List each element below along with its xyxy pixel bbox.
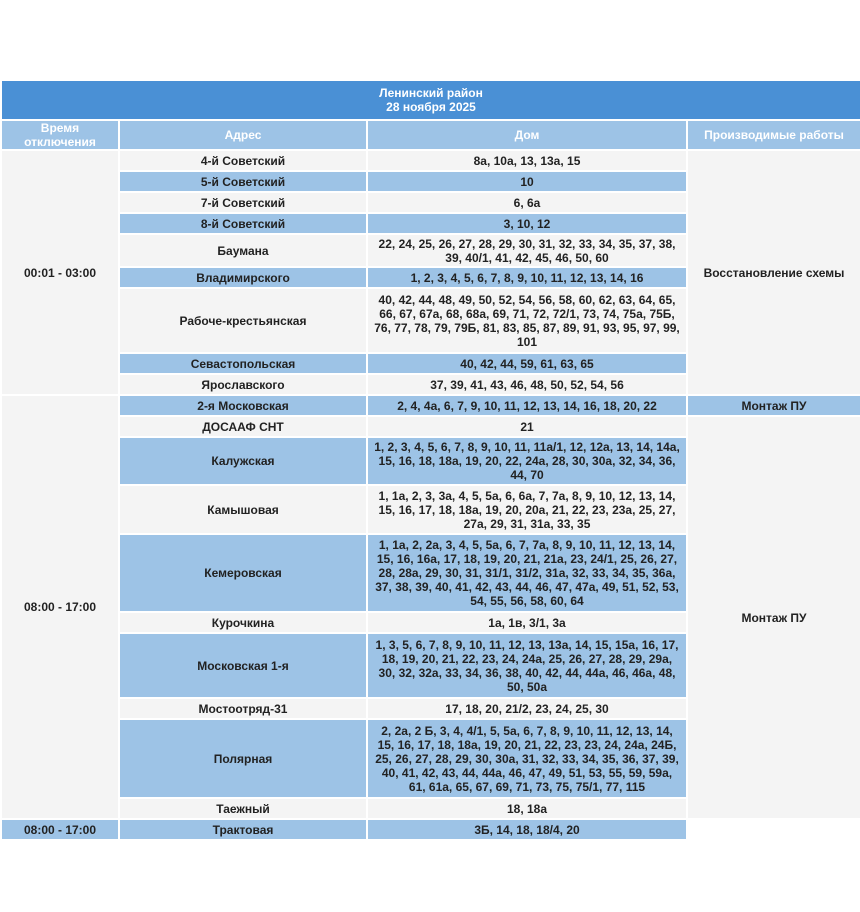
table-title-row [1,80,860,120]
address-cell: Таежный [119,798,367,819]
address-cell: Камышовая [119,485,367,534]
table-row [1,395,860,416]
header-house: Дом [367,120,687,150]
address-cell: Курочкина [119,612,367,633]
house-cell: 21 [367,416,687,437]
house-cell: 3Б, 14, 18, 18/4, 20 [367,819,687,840]
group-3-body [1,819,860,840]
house-cell: 1, 2, 3, 4, 5, 6, 7, 8, 9, 10, 11, 12, 13, 14, 16 [367,267,687,288]
address-cell: Московская 1-я [119,633,367,698]
house-cell: 1а, 1в, 3/1, 3а [367,612,687,633]
house-cell: 3, 10, 12 [367,213,687,234]
address-cell: Баумана [119,234,367,267]
house-cell: 6, 6а [367,192,687,213]
header-works: Производимые работы [687,120,860,150]
works-cell: Монтаж ПУ [687,416,860,819]
outage-schedule-table [0,79,860,841]
address-cell: Ярославского [119,374,367,395]
table-row [1,416,860,437]
house-cell: 40, 42, 44, 59, 61, 63, 65 [367,353,687,374]
outage-time-cell: 08:00 - 17:00 [1,819,119,840]
house-cell: 10 [367,171,687,192]
district-name: Ленинский район [379,86,483,100]
table-row [1,150,860,171]
address-cell: 2-я Московская [119,395,367,416]
address-cell: Владимирского [119,267,367,288]
outage-date: 28 ноября 2025 [386,100,476,114]
house-cell: 1, 3, 5, 6, 7, 8, 9, 10, 11, 12, 13, 13а, 14, 15, 15а, 16, 17, 18, 19, 20, 21, 22, 23, 24, 24а, 25, 26, 27, 28, 29, 29а, 30, 32, 32а, 33, 34, 36, 38, 40, 42, 44, 44а, 46, 46а, 48, 50, 50а [367,633,687,698]
house-cell: 40, 42, 44, 48, 49, 50, 52, 54, 56, 58, 60, 62, 63, 64, 65, 66, 67, 67а, 68, 68а, 69, 71, 72, 72/1, 73, 74, 75а, 75Б, 76, 77, 78, 79, 79Б, 81, 83, 85, 87, 89, 91, 93, 95, 97, 99, 101 [367,288,687,353]
house-cell: 8а, 10а, 13, 13а, 15 [367,150,687,171]
house-cell: 17, 18, 20, 21/2, 23, 24, 25, 30 [367,698,687,719]
outage-time-cell: 08:00 - 17:00 [1,395,119,819]
address-cell: 7-й Советский [119,192,367,213]
address-cell: Рабоче-крестьянская [119,288,367,353]
address-cell: Калужская [119,437,367,485]
header-time: Время отключения [1,120,119,150]
group-2-body [1,395,860,819]
address-cell: 4-й Советский [119,150,367,171]
address-cell: Мостоотряд-31 [119,698,367,719]
header-address: Адрес [119,120,367,150]
table-title [1,80,860,120]
address-cell: Севастопольская [119,353,367,374]
address-cell: Кемеровская [119,534,367,612]
house-cell: 37, 39, 41, 43, 46, 48, 50, 52, 54, 56 [367,374,687,395]
group-1-body [1,150,860,395]
address-cell: 5-й Советский [119,171,367,192]
table-row [1,819,860,840]
house-cell: 2, 2а, 2 Б, 3, 4, 4/1, 5, 5а, 6, 7, 8, 9, 10, 11, 12, 13, 14, 15, 16, 17, 18, 18а, 19, 20, 21, 22, 23, 23, 24, 24а, 24Б, 25, 26, 27, 28, 29, 30, 30а, 31, 32, 33, 34, 35, 36, 37, 39, 40, 41, 42, 43, 44, 44а, 46, 47, 49, 51, 53, 55, 59, 59а, 61, 61а, 65, 67, 69, 71, 73, 75, 75/1, 77, 115 [367,719,687,798]
header-row [1,120,860,150]
works-cell: Монтаж ПУ [687,395,860,416]
address-cell: Трактовая [119,819,367,840]
address-cell: Полярная [119,719,367,798]
house-cell: 18, 18а [367,798,687,819]
address-cell: 8-й Советский [119,213,367,234]
house-cell: 22, 24, 25, 26, 27, 28, 29, 30, 31, 32, 33, 34, 35, 37, 38, 39, 40/1, 41, 42, 45, 46, 50, 60 [367,234,687,267]
works-cell: Восстановление схемы [687,150,860,395]
house-cell: 2, 4, 4а, 6, 7, 9, 10, 11, 12, 13, 14, 16, 18, 20, 22 [367,395,687,416]
house-cell: 1, 1а, 2, 3, 3а, 4, 5, 5а, 6, 6а, 7, 7а, 8, 9, 10, 12, 13, 14, 15, 16, 17, 18, 18а, 19, 20, 20а, 21, 22, 23, 23а, 25, 27, 27а, 29, 31, 31а, 33, 35 [367,485,687,534]
address-cell: ДОСААФ СНТ [119,416,367,437]
house-cell: 1, 2, 3, 4, 5, 6, 7, 8, 9, 10, 11, 11а/1, 12, 12а, 13, 14, 14а, 15, 16, 18, 18а, 19, 20, 22, 24а, 28, 30, 30а, 32, 34, 36, 44, 70 [367,437,687,485]
outage-time-cell: 00:01 - 03:00 [1,150,119,395]
house-cell: 1, 1а, 2, 2а, 3, 4, 5, 5а, 6, 7, 7а, 8, 9, 10, 11, 12, 13, 14, 15, 16, 16а, 17, 18, 19, 20, 21, 21а, 23, 24/1, 25, 26, 27, 28, 28а, 29, 30, 31, 31/1, 31/2, 31а, 32, 33, 34, 35, 36а, 37, 38, 39, 40, 41, 42, 43, 44, 46, 47, 47а, 49, 51, 52, 53, 54, 55, 56, 58, 60, 64 [367,534,687,612]
